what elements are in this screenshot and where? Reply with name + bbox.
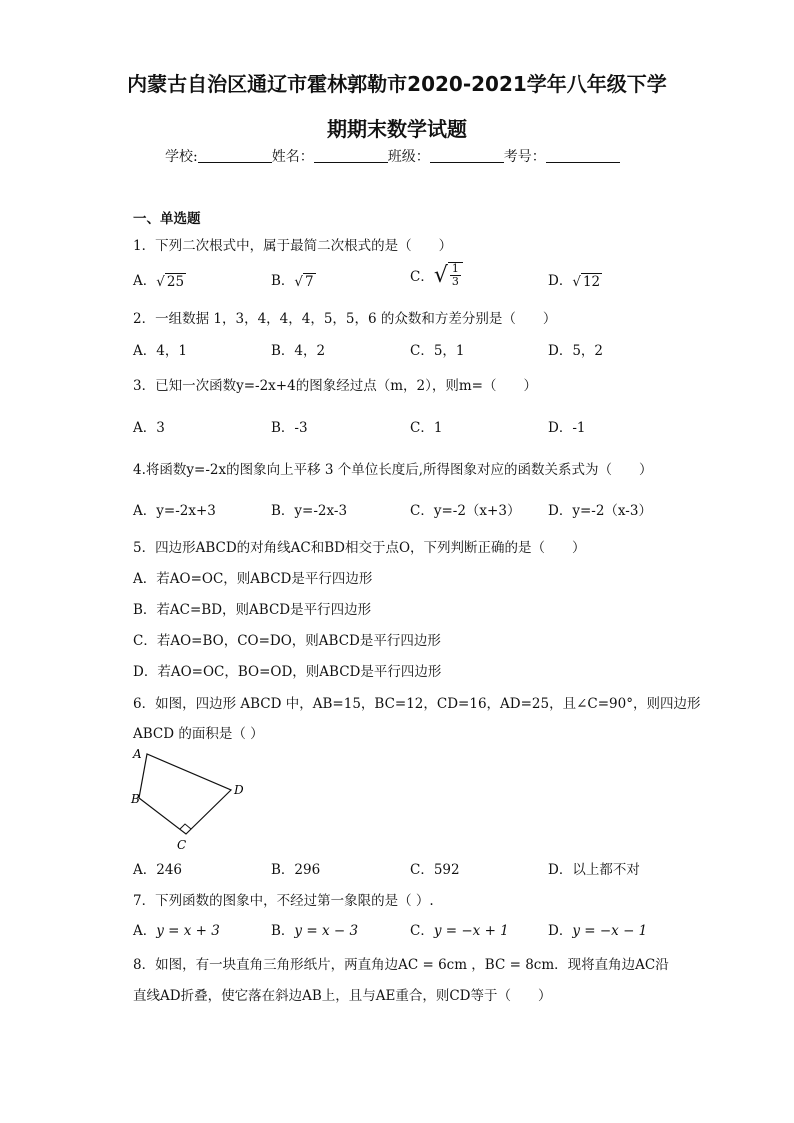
q1-option-c: C．√ $\frac{1}{3}$ (410, 262, 463, 288)
question-7: 7．下列函数的图象中，不经过第一象限的是（ ）. (133, 893, 434, 909)
right-angle-mark (180, 824, 191, 829)
school-label: 学校: (165, 149, 198, 165)
question-2: 2．一组数据 1，3，4，4，4，5，5，6 的众数和方差分别是（ ） (133, 311, 557, 327)
quadrilateral-figure (128, 742, 258, 854)
exam-number-blank (546, 148, 620, 163)
q5-option-b: B．若AC=BD，则ABCD是平行四边形 (133, 602, 372, 618)
question-8: 8．如图，有一块直角三角形纸片，两直角边AC = 6cm ，BC = 8cm．现将直角边AC沿 (133, 957, 669, 973)
page-title-line1: 内蒙古自治区通辽市霍林郭勒市2020-2021学年八年级下学 (127, 72, 667, 96)
q2-option-b: B．4，2 (271, 343, 326, 359)
sqrt-expression: √ 12 (572, 274, 601, 290)
q5-option-c: C．若AO=BO，CO=DO，则ABCD是平行四边形 (133, 633, 441, 649)
q3-option-d: D．-1 (548, 420, 586, 436)
q3-option-b: B．-3 (271, 420, 308, 436)
question-3: 3．已知一次函数y=-2x+4的图象经过点（m，2），则m=（ ） (133, 378, 537, 394)
question-8-continued: 直线AD折叠，使它落在斜边AB上，且与AE重合，则CD等于（ ） (133, 988, 552, 1004)
question-6-continued: ABCD 的面积是（ ） (133, 726, 264, 742)
school-blank (198, 148, 272, 163)
q4-option-c: C．y=-2（x+3） (410, 503, 521, 519)
q6-option-a: A．246 (133, 862, 183, 878)
vertex-label-a: A (133, 747, 142, 761)
q7-option-d: D．y = −x − 1 (548, 923, 648, 939)
q2-option-d: D．5，2 (548, 343, 604, 359)
section-heading: 一、单选题 (133, 211, 201, 227)
class-blank (430, 148, 504, 163)
q3-option-a: A．3 (133, 420, 165, 436)
q1-option-b: B．√ 7 (271, 273, 314, 290)
exam-number-label: 考号： (503, 149, 546, 165)
q5-option-d: D．若AO=OC，BO=OD，则ABCD是平行四边形 (133, 664, 442, 680)
q4-option-a: A．y=-2x+3 (133, 503, 216, 519)
q3-option-c: C．1 (410, 420, 443, 436)
q6-option-b: B．296 (271, 862, 321, 878)
question-4: 4.将函数y=-2x的图象向上平移 3 个单位长度后,所得图象对应的函数关系式为（ ） (133, 462, 653, 478)
q7-option-b: B．y = x − 3 (271, 923, 359, 939)
q2-option-a: A．4，1 (133, 343, 187, 359)
vertex-label-c: C (177, 838, 187, 852)
sqrt-expression: √ 25 (156, 274, 185, 290)
q4-option-d: D．y=-2（x-3） (548, 503, 652, 519)
sqrt-expression: √ 7 (294, 274, 314, 290)
page-title-line2: 期期末数学试题 (327, 117, 467, 141)
student-info-row (165, 146, 620, 166)
quadrilateral-abcd (139, 754, 231, 834)
q7-option-a: A．y = x + 3 (133, 923, 220, 939)
name-label: 姓名： (271, 149, 314, 165)
q4-option-b: B．y=-2x-3 (271, 503, 348, 519)
q1-option-a: A．√ 25 (133, 273, 185, 290)
q5-option-a: A．若AO=OC，则ABCD是平行四边形 (133, 571, 373, 587)
question-5: 5．四边形ABCD的对角线AC和BD相交于点O，下列判断正确的是（ ） (133, 540, 586, 556)
vertex-label-b: B (131, 792, 140, 806)
q6-option-c: C．592 (410, 862, 460, 878)
q7-option-c: C．y = −x + 1 (410, 923, 509, 939)
question-1: 1．下列二次根式中，属于最简二次根式的是（ ） (133, 238, 453, 254)
sqrt-expression: √ (433, 262, 448, 288)
question-6: 6．如图，四边形 ABCD 中，AB=15，BC=12，CD=16，AD=25，且∠C=90°，则四边形 (133, 696, 701, 712)
class-label: 班级： (387, 149, 430, 165)
q6-option-d: D．以上都不对 (548, 862, 640, 878)
q2-option-c: C．5，1 (410, 343, 465, 359)
vertex-label-d: D (234, 783, 244, 797)
q1-option-d: D．√ 12 (548, 273, 601, 290)
name-blank (314, 148, 388, 163)
